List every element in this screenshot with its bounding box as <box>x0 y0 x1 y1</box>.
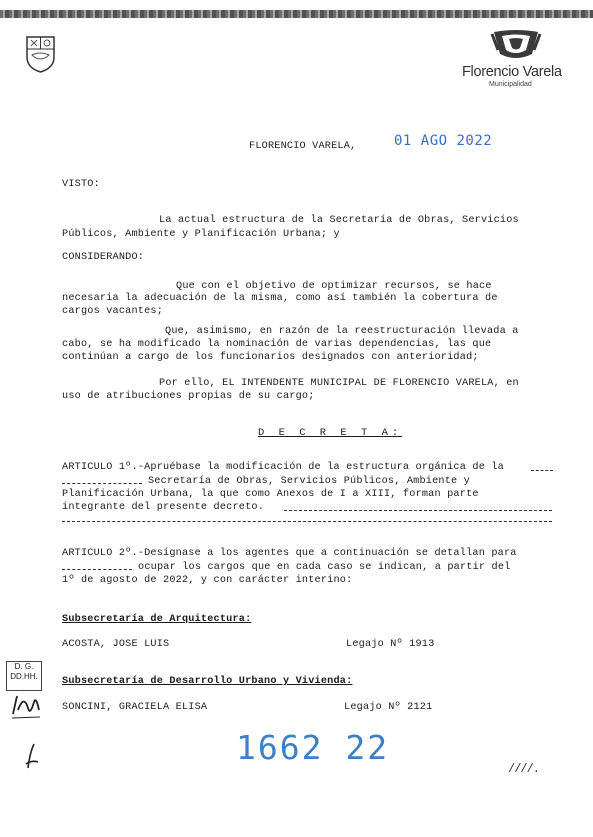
logo-name: Florencio Varela <box>462 64 562 80</box>
continuation-marks: ////. <box>508 762 540 776</box>
municipal-logo <box>462 30 580 90</box>
dg-stamp-line-2: DD.HH. <box>10 672 38 681</box>
visto-line-2: Públicos, Ambiente y Planificación Urbana; y <box>62 229 340 240</box>
scan-edge <box>0 10 593 18</box>
articulo-1-line-2: Secretaría de Obras, Servicios Públicos, Ambiente y <box>148 476 470 487</box>
margin-flourish-signature <box>22 742 42 770</box>
considerando-p3-line-2: uso de atribuciones propias de su cargo; <box>62 391 315 402</box>
articulo-1-line-3: Planificación Urbana, la que como Anexos de I a XIII, forman parte <box>62 489 479 500</box>
decree-number-stamp: 1662 22 <box>236 728 390 767</box>
considerando-label: CONSIDERANDO: <box>62 252 145 263</box>
fill-dashes <box>62 521 552 522</box>
considerando-p3-line-1: Por ello, EL INTENDENTE MUNICIPAL DE FLORENCIO VARELA, en <box>159 378 519 389</box>
considerando-p2-line-1: Que, asimismo, en razón de la reestructuración llevada a <box>165 326 519 337</box>
considerando-p1-line-2: necesaria la adecuación de la misma, como así también la cobertura de <box>62 293 498 304</box>
articulo-2-line-1: ARTICULO 2º.-Desígnase a los agentes que a continuación se detallan para <box>62 548 517 559</box>
considerando-p2-line-3: continúan a cargo de los funcionarios designados con anterioridad; <box>62 352 479 363</box>
subsecretaria-arquitectura-title: Subsecretaría de Arquitectura: <box>62 614 252 625</box>
margin-initials-signature <box>10 690 42 722</box>
dg-stamp-box <box>6 661 42 691</box>
agent-name-1: ACOSTA, JOSE LUIS <box>62 639 170 650</box>
subsecretaria-desarrollo-title: Subsecretaría de Desarrollo Urbano y Vivienda: <box>62 676 353 687</box>
logo-subtitle: Municipalidad <box>489 81 532 88</box>
visto-line-1: La actual estructura de la Secretaría de Obras, Servicios <box>159 215 519 226</box>
considerando-p2-line-2: cabo, se ha modificado la nominación de varias dependencias, las que <box>62 339 492 350</box>
articulo-2-line-3: 1º de agosto de 2022, y con carácter interino: <box>62 575 353 586</box>
decreta-heading: D E C R E T A: <box>258 427 403 439</box>
considerando-p1-line-3: cargos vacantes; <box>62 306 164 317</box>
dg-stamp-line-1: D. G. <box>14 662 34 671</box>
fill-dashes <box>531 470 553 471</box>
visto-label: VISTO: <box>62 179 100 190</box>
place-line: FLORENCIO VARELA, <box>249 141 357 152</box>
articulo-1-line-4: integrante del presente decreto. <box>62 502 265 513</box>
articulo-1-line-1: ARTICULO 1º.-Apruébase la modificación de la estructura orgánica de la <box>62 462 504 473</box>
fill-dashes <box>62 569 132 570</box>
logo-emblem-icon <box>462 30 580 64</box>
date-stamp: 01 AGO 2022 <box>394 133 493 149</box>
coat-of-arms-icon <box>25 35 56 73</box>
fill-dashes <box>62 483 142 484</box>
agent-legajo-2: Legajo Nº 2121 <box>344 702 433 713</box>
articulo-2-line-2: ocupar los cargos que en cada caso se indican, a partir del <box>138 562 511 573</box>
agent-name-2: SONCINI, GRACIELA ELISA <box>62 702 208 713</box>
considerando-p1-line-1: Que con el objetivo de optimizar recursos, se hace <box>176 281 492 292</box>
fill-dashes <box>284 510 552 511</box>
agent-legajo-1: Legajo Nº 1913 <box>346 639 435 650</box>
